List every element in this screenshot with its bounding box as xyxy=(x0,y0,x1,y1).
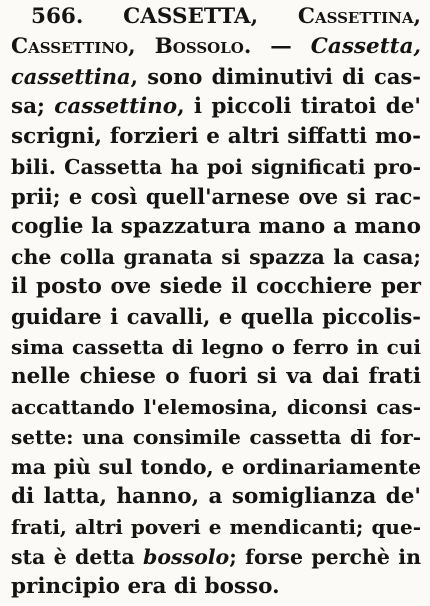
term-cassetta: Cassetta, xyxy=(310,34,421,59)
entry-line-3: cassettina, sono diminutivi di cas- xyxy=(11,64,421,89)
term-bossolo: bossolo xyxy=(142,545,230,569)
entry-line-14: accattando l'elemosina, diconsi cas- xyxy=(11,395,421,419)
entry-line-20: principio era di bosso. xyxy=(11,574,280,599)
entry-line-7: prii; e così quell'arnese ove si rac- xyxy=(11,184,421,209)
variant-cassettino: Cassettino xyxy=(11,34,129,59)
entry-line-9: che colla granata si spazza la casa; xyxy=(11,245,421,269)
variant-cassettina: Cassettina, xyxy=(297,4,421,29)
term-cassettina: cassettina xyxy=(11,64,131,89)
entry-line-16: ma più sul tondo, e ordinariamente xyxy=(11,455,421,479)
entry-line-17: di latta, hanno, a somiglianza de' xyxy=(11,484,421,509)
variant-bossolo: Bossolo xyxy=(154,34,244,59)
entry-line-13: nelle chiese o fuori si va dai frati xyxy=(11,364,421,389)
entry-line-18: frati, altri poveri e mendicanti; que- xyxy=(11,515,421,539)
entry-line-5: scrigni, forzieri e altri siffatti mo- xyxy=(11,124,421,149)
entry-line-11: guidare i cavalli, e quella piccolis- xyxy=(11,304,421,329)
entry-line-6: bili. Cassetta ha poi significati pro- xyxy=(11,155,421,179)
entry-line-10: il posto ove siede il cocchiere per xyxy=(11,274,421,299)
entry-line-8: coglie la spazzatura mano a mano xyxy=(11,214,421,239)
entry-line-1 xyxy=(11,2,421,32)
entry-line-2: Cassettino, Bossolo. — Cassetta, xyxy=(11,34,421,59)
entry-line-12: sima cassetta di legno o ferro in cui xyxy=(11,335,421,359)
entry-line-19: sta è detta bossolo; forse perchè in xyxy=(11,545,421,569)
term-cassettino: cassettino xyxy=(54,94,178,119)
entry-line-15: sette: una consimile cassetta di for- xyxy=(11,425,421,449)
entry-line-4: sa; cassettino, i piccoli tiratoi de' xyxy=(11,94,421,119)
entry-number-headword: 566. CASSETTA, xyxy=(31,4,298,29)
